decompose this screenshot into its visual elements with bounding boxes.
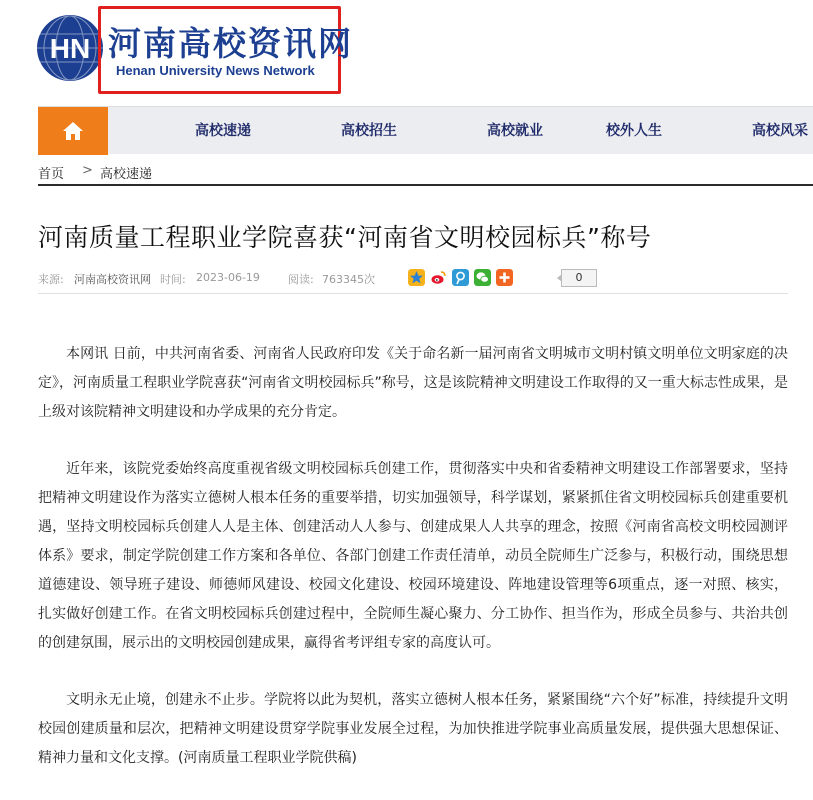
nav-item-admissions[interactable]: 高校招生 xyxy=(341,123,397,139)
nav-item-employment[interactable]: 高校就业 xyxy=(487,123,543,139)
article-body xyxy=(38,340,788,800)
home-icon xyxy=(62,121,84,141)
article-paragraph: 本网讯 日前，中共河南省委、河南省人民政府印发《关于命名新一届河南省文明城市文明村镇文明单位文明家庭的决定》，河南质量工程职业学院喜获“河南省文明校园标兵”称号，这是该院精神文明建设工作取得的又一重大标志性成果，是上级对该院精神文明建设和办学成果的充分肯定。 xyxy=(38,346,788,420)
meta-time-label: 时间: xyxy=(160,273,186,286)
site-name-en: Henan University News Network xyxy=(116,63,315,78)
article-meta xyxy=(38,264,788,294)
nav-item-express[interactable]: 高校速递 xyxy=(195,123,251,139)
meta-source-label: 来源: xyxy=(38,273,64,286)
main-nav xyxy=(38,106,813,154)
meta-time: 2023-06-19 xyxy=(196,271,260,284)
meta-views: 763345次 xyxy=(322,273,375,286)
breadcrumb-home-link[interactable]: 首页 xyxy=(38,167,65,182)
site-header xyxy=(0,0,813,100)
article-title: 河南质量工程职业学院喜获“河南省文明校园标兵”称号 xyxy=(38,223,652,252)
wechat-icon[interactable] xyxy=(474,269,491,286)
site-name-cn[interactable]: 河南高校资讯网 xyxy=(108,24,353,63)
meta-source[interactable]: 河南高校资讯网 xyxy=(74,273,151,286)
article-paragraph: 近年来，该院党委始终高度重视省级文明校园标兵创建工作，贯彻落实中央和省委精神文明建设工作部署要求，坚持把精神文明建设作为落实立德树人根本任务的重要举措，切实加强领导，科学谋划，紧紧抓住省文明校园标兵创建重要机遇，坚持文明校园标兵创建人人是主体、创建活动人人参与、创建成果人人共享的理念，按照《河南省高校文明校园测评体系》要求，制定学院创建工作方案和各单位、各部门创建工作责任清单，动员全院师生广泛参与，积极行动，围绕思想道德建设、领导班子建设、师德师风建设、校园文化建设、校园环境建设、阵地建设管理等6项重点，逐一对照、核实，扎实做好创建工作。在省文明校园标兵创建过程中，全院师生凝心聚力、分工协作、担当作为，形成全员参与、共治共创的创建氛围，展示出的文明校园创建成果，赢得省考评组专家的高度认可。 xyxy=(38,461,788,651)
more-share-icon[interactable] xyxy=(496,269,513,286)
qzone-icon[interactable] xyxy=(408,269,425,286)
meta-views-label: 阅读: xyxy=(288,273,314,286)
nav-home-button[interactable] xyxy=(38,107,108,155)
weibo-icon[interactable] xyxy=(430,269,447,286)
tencent-weibo-icon[interactable] xyxy=(452,269,469,286)
svg-text:HN: HN xyxy=(49,33,91,64)
breadcrumb xyxy=(38,160,813,186)
breadcrumb-separator: > xyxy=(82,163,93,178)
nav-item-campus-style[interactable]: 高校风采 xyxy=(752,123,808,139)
site-emblem-logo[interactable] xyxy=(36,14,104,82)
share-count: 0 xyxy=(561,269,597,287)
article-paragraph: 文明永无止境，创建永不止步。学院将以此为契机，落实立德树人根本任务，紧紧围绕“六个好”标准，持续提升文明校园创建质量和层次，把精神文明建设贯穿学院事业发展全过程，为加快推进学院事业高质量发展，提供强大思想保证、精神力量和文化支撑。(河南质量工程职业学院供稿) xyxy=(38,692,788,766)
breadcrumb-current-link[interactable]: 高校速递 xyxy=(100,167,153,182)
nav-item-off-campus-life[interactable]: 校外人生 xyxy=(606,123,662,139)
